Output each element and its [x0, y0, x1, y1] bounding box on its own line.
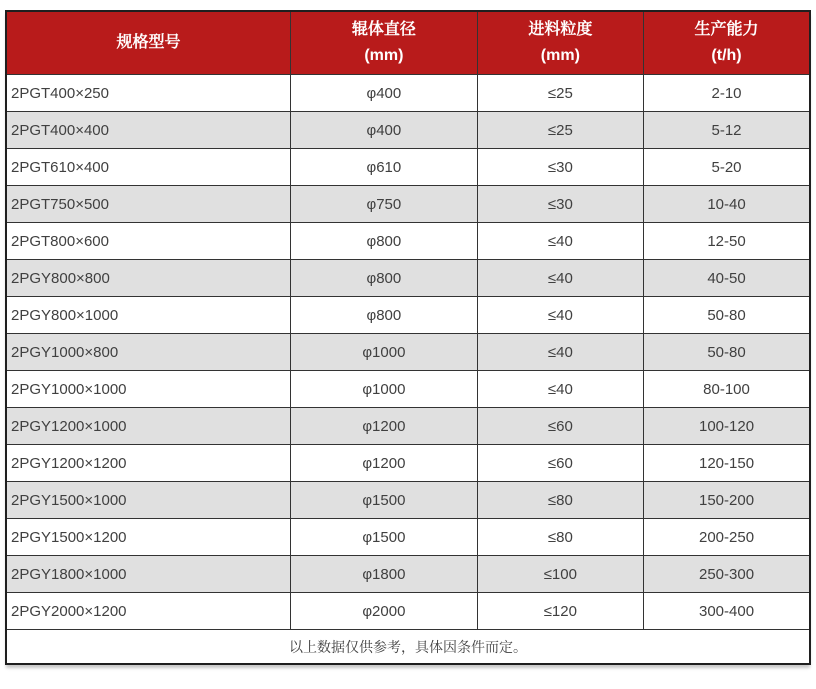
header-diameter-title: 辊体直径 — [351, 21, 416, 38]
diameter-cell: φ800 — [291, 297, 478, 334]
diameter-cell: φ1200 — [291, 408, 478, 445]
capacity-cell: 2-10 — [644, 75, 810, 112]
diameter-cell: φ1500 — [291, 519, 478, 556]
feed-size-cell: ≤60 — [477, 445, 643, 482]
table-row — [6, 186, 810, 223]
diameter-cell: φ400 — [291, 112, 478, 149]
capacity-cell: 250-300 — [644, 556, 810, 593]
table-row — [6, 556, 810, 593]
model-cell: 2PGY1500×1200 — [6, 519, 291, 556]
diameter-cell: φ2000 — [291, 593, 478, 630]
header-cell-feed-size — [477, 11, 643, 75]
table-row — [6, 445, 810, 482]
model-cell: 2PGY1000×1000 — [6, 371, 291, 408]
diameter-cell: φ1200 — [291, 445, 478, 482]
table-row — [6, 371, 810, 408]
diameter-cell: φ610 — [291, 149, 478, 186]
feed-size-cell: ≤120 — [477, 593, 643, 630]
model-cell: 2PGY800×1000 — [6, 297, 291, 334]
header-row — [6, 11, 810, 75]
feed-size-cell: ≤25 — [477, 112, 643, 149]
table-row — [6, 75, 810, 112]
feed-size-cell: ≤40 — [477, 223, 643, 260]
capacity-cell: 300-400 — [644, 593, 810, 630]
feed-size-cell: ≤30 — [477, 149, 643, 186]
feed-size-cell: ≤25 — [477, 75, 643, 112]
feed-size-cell: ≤80 — [477, 519, 643, 556]
diameter-cell: φ800 — [291, 260, 478, 297]
capacity-cell: 10-40 — [644, 186, 810, 223]
table-header — [6, 11, 810, 75]
capacity-cell: 5-20 — [644, 149, 810, 186]
feed-size-cell: ≤40 — [477, 334, 643, 371]
table-row — [6, 593, 810, 630]
diameter-cell: φ750 — [291, 186, 478, 223]
table-footnote: 以上数据仅供参考，具体因条件而定。 — [6, 630, 810, 665]
diameter-cell: φ400 — [291, 75, 478, 112]
table-row — [6, 334, 810, 371]
model-cell: 2PGT750×500 — [6, 186, 291, 223]
spec-table-container — [5, 10, 811, 665]
header-diameter-unit: (mm) — [364, 47, 404, 64]
model-cell: 2PGY800×800 — [6, 260, 291, 297]
header-cell-diameter — [291, 11, 478, 75]
model-cell: 2PGY1500×1000 — [6, 482, 291, 519]
capacity-cell: 50-80 — [644, 334, 810, 371]
feed-size-cell: ≤40 — [477, 371, 643, 408]
header-cell-capacity — [644, 11, 810, 75]
table-row — [6, 149, 810, 186]
header-model-title: 规格型号 — [116, 34, 181, 51]
table-row — [6, 482, 810, 519]
model-cell: 2PGY2000×1200 — [6, 593, 291, 630]
table-row — [6, 260, 810, 297]
model-cell: 2PGT610×400 — [6, 149, 291, 186]
model-cell: 2PGT800×600 — [6, 223, 291, 260]
capacity-cell: 120-150 — [644, 445, 810, 482]
model-cell: 2PGY1800×1000 — [6, 556, 291, 593]
table-row — [6, 519, 810, 556]
model-cell: 2PGY1000×800 — [6, 334, 291, 371]
table-body — [6, 75, 810, 630]
header-cell-model — [6, 11, 291, 75]
feed-size-cell: ≤80 — [477, 482, 643, 519]
table-row — [6, 223, 810, 260]
model-cell: 2PGT400×400 — [6, 112, 291, 149]
table-row — [6, 297, 810, 334]
feed-size-cell: ≤30 — [477, 186, 643, 223]
feed-size-cell: ≤100 — [477, 556, 643, 593]
header-feed-size-unit: (mm) — [540, 47, 580, 64]
capacity-cell: 100-120 — [644, 408, 810, 445]
table-row — [6, 112, 810, 149]
capacity-cell: 150-200 — [644, 482, 810, 519]
capacity-cell: 12-50 — [644, 223, 810, 260]
diameter-cell: φ1000 — [291, 334, 478, 371]
header-capacity-title: 生产能力 — [694, 21, 759, 38]
model-cell: 2PGT400×250 — [6, 75, 291, 112]
diameter-cell: φ1800 — [291, 556, 478, 593]
model-cell: 2PGY1200×1200 — [6, 445, 291, 482]
table-footer — [6, 630, 810, 665]
feed-size-cell: ≤60 — [477, 408, 643, 445]
feed-size-cell: ≤40 — [477, 297, 643, 334]
header-feed-size-title: 进料粒度 — [528, 21, 593, 38]
capacity-cell: 5-12 — [644, 112, 810, 149]
diameter-cell: φ1500 — [291, 482, 478, 519]
table-row — [6, 408, 810, 445]
capacity-cell: 200-250 — [644, 519, 810, 556]
feed-size-cell: ≤40 — [477, 260, 643, 297]
spec-table — [5, 10, 811, 665]
capacity-cell: 80-100 — [644, 371, 810, 408]
model-cell: 2PGY1200×1000 — [6, 408, 291, 445]
header-capacity-unit: (t/h) — [711, 47, 742, 64]
diameter-cell: φ1000 — [291, 371, 478, 408]
diameter-cell: φ800 — [291, 223, 478, 260]
capacity-cell: 40-50 — [644, 260, 810, 297]
capacity-cell: 50-80 — [644, 297, 810, 334]
footer-row — [6, 630, 810, 665]
